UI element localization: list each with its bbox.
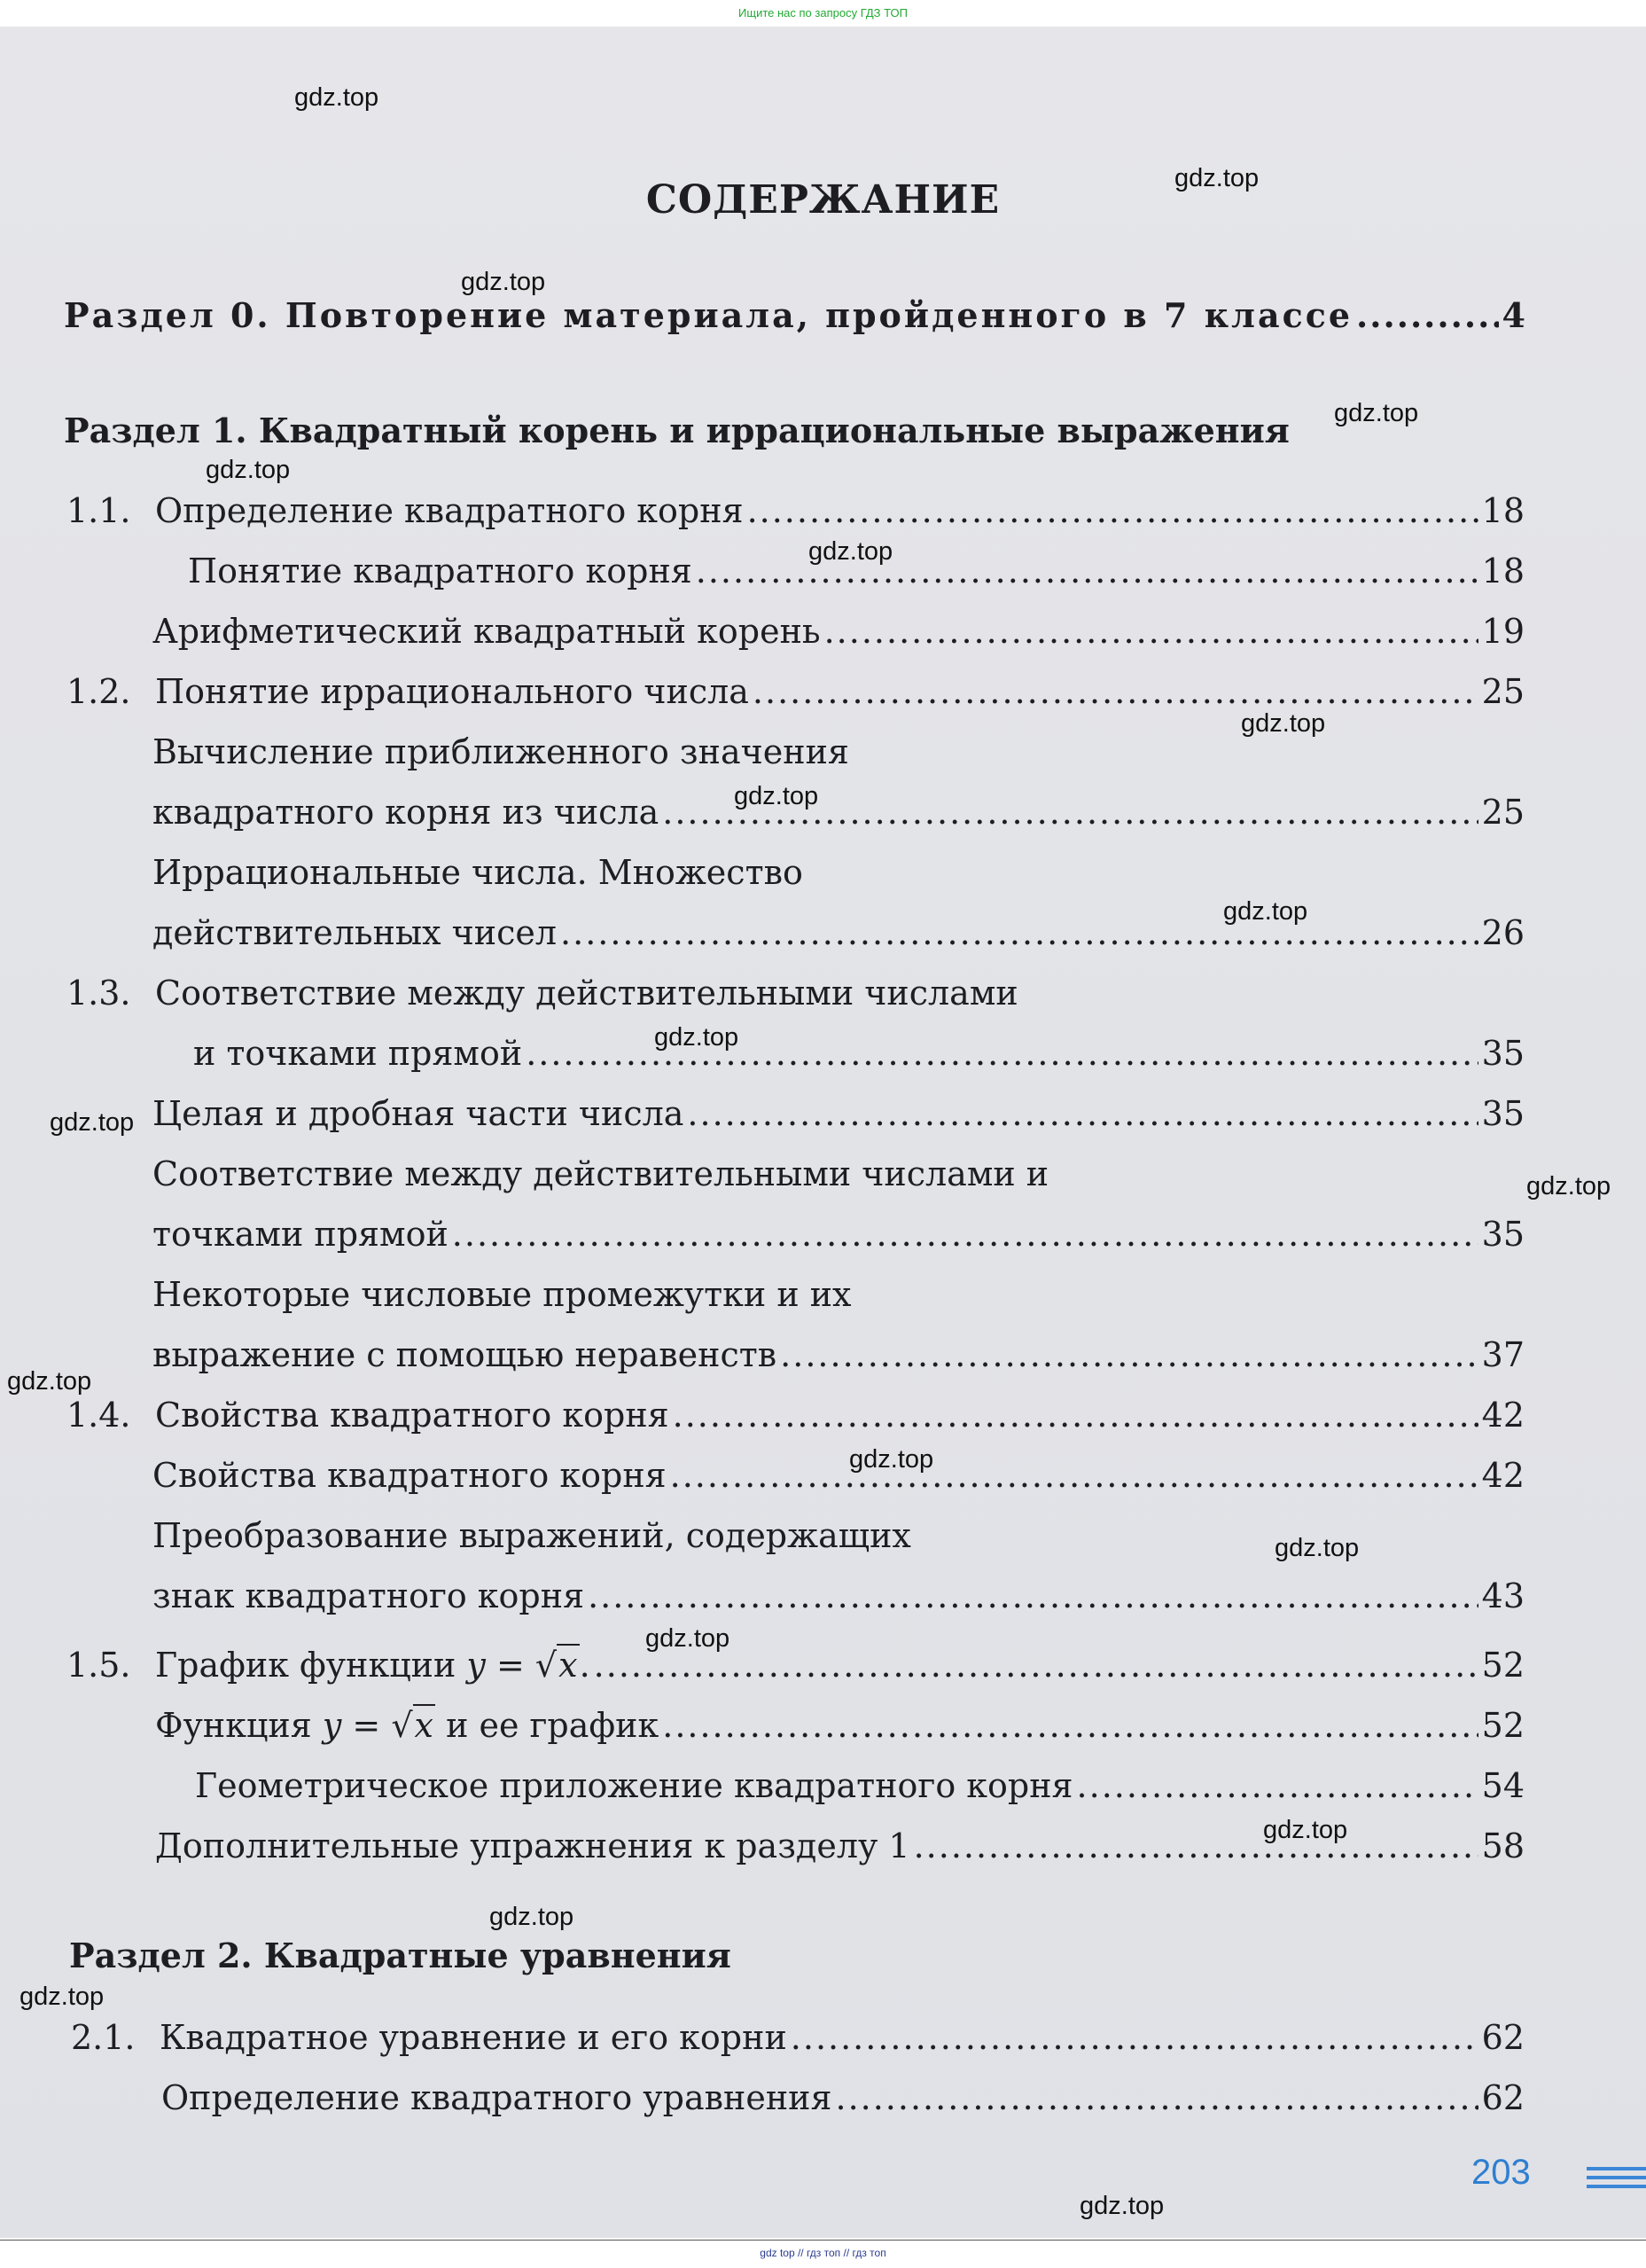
watermark-text: gdz.top — [294, 83, 379, 112]
leader-dots — [824, 608, 1478, 654]
toc-section-2 — [69, 1933, 1399, 1979]
toc-entry-number: 1.1. — [66, 491, 131, 530]
toc-page-number: 25 — [1481, 793, 1525, 832]
toc-entry-text: Целая и дробная части числа — [152, 1094, 684, 1133]
watermark-text: gdz.top — [1526, 1172, 1611, 1200]
bottom-banner-text: gdz top // гдз топ // гдз топ — [760, 2247, 886, 2259]
toc-page-number: 18 — [1481, 551, 1525, 590]
toc-entry-text: Квадратное уравнение и его корни — [160, 2018, 787, 2057]
toc-item — [152, 1332, 1525, 1378]
leader-dots — [452, 1211, 1478, 1257]
toc-item — [152, 1452, 1525, 1498]
toc-entry-number: 1.3. — [66, 974, 131, 1013]
toc-entry-text: Соответствие между действительными числами — [155, 974, 1018, 1013]
toc-page-number: 25 — [1481, 672, 1525, 711]
leader-dots — [780, 1332, 1478, 1378]
watermark-text: gdz.top — [1275, 1534, 1360, 1562]
toc-entry-text: Некоторые числовые промежутки и их — [152, 1275, 852, 1314]
toc-subsection-1-4 — [66, 1392, 1525, 1438]
toc-entry-number: 2.1. — [71, 2018, 136, 2057]
toc-item — [152, 789, 1525, 835]
toc-section-1 — [64, 408, 1393, 454]
square-root-icon: √x — [391, 1706, 433, 1745]
watermark-text: gdz.top — [849, 1445, 934, 1474]
leader-dots — [835, 2075, 1478, 2121]
watermark-text: gdz.top — [461, 268, 546, 296]
watermark-text: gdz.top — [1334, 399, 1419, 427]
toc-item — [152, 1151, 1525, 1197]
toc-page-number: 42 — [1481, 1396, 1525, 1435]
toc-subsection-1-5 — [66, 1642, 1525, 1688]
toc-page-number: 35 — [1481, 1215, 1525, 1254]
watermark-text: gdz.top — [808, 537, 893, 566]
toc-entry-text: выражение с помощью неравенств — [152, 1335, 777, 1374]
toc-entry-number: 1.5. — [66, 1646, 131, 1685]
formula-variable: y — [322, 1706, 342, 1745]
formula: y = √x. — [466, 1646, 589, 1685]
toc-page-number: 42 — [1481, 1456, 1525, 1495]
toc-subsection-2-1 — [71, 2014, 1525, 2061]
decorative-rule — [1587, 2176, 1646, 2179]
page-title: СОДЕРЖАНИЕ — [645, 177, 1001, 223]
leader-dots — [1356, 293, 1499, 339]
toc-item — [195, 1763, 1525, 1809]
toc-entry-text: Арифметический квадратный корень — [152, 612, 821, 651]
watermark-text: gdz.top — [654, 1023, 739, 1052]
toc-entry-text: Раздел 2. Квадратные уравнения — [69, 1936, 731, 1975]
divider — [0, 2240, 1646, 2241]
toc-item — [155, 1702, 1525, 1748]
square-root-icon: √x — [534, 1646, 578, 1685]
toc-entry-text: Понятие иррационального числа — [155, 672, 749, 711]
leader-dots — [914, 1823, 1478, 1869]
leader-dots — [1077, 1763, 1478, 1809]
formula-radicand: x — [414, 1706, 433, 1745]
leader-dots — [687, 1091, 1478, 1137]
toc-entry-text: Функция — [155, 1706, 312, 1745]
toc-page-number: 4 — [1502, 295, 1528, 335]
toc-item — [152, 608, 1525, 654]
formula-equals: = — [352, 1706, 381, 1745]
watermark-text: gdz.top — [50, 1108, 135, 1137]
bottom-banner — [0, 2238, 1646, 2268]
toc-entry-text: действительных чисел — [152, 913, 558, 952]
toc-item — [193, 1030, 1525, 1076]
toc-entry-text: Определение квадратного уравнения — [161, 2078, 832, 2117]
toc-page-number: 18 — [1481, 491, 1525, 530]
toc-entry-text: Определение квадратного корня — [155, 491, 744, 530]
toc-entry-text: Дополнительные упражнения к разделу 1 — [155, 1826, 910, 1865]
toc-entry-text: Раздел 0. Повторение материала, пройденного в 7 классе — [64, 295, 1353, 335]
toc-entry-number: 1.4. — [66, 1396, 131, 1435]
decorative-rule — [1587, 2167, 1646, 2170]
toc-subsection-1-3 — [66, 970, 1525, 1016]
toc-item — [161, 2075, 1525, 2121]
watermark-text: gdz.top — [1263, 1816, 1348, 1844]
watermark-text: gdz.top — [1174, 164, 1260, 192]
watermark-text: gdz.top — [489, 1903, 574, 1931]
toc-page-number: 52 — [1481, 1646, 1525, 1685]
toc-item — [152, 1573, 1525, 1619]
watermark-text: gdz.top — [1080, 2192, 1165, 2220]
toc-page-number: 52 — [1481, 1706, 1525, 1745]
toc-entry-text: Понятие квадратного корня — [188, 551, 692, 590]
toc-entry-text: Свойства квадратного корня — [155, 1396, 669, 1435]
leader-dots — [662, 1702, 1478, 1748]
decorative-rule — [1587, 2185, 1646, 2188]
leader-dots — [588, 1573, 1478, 1619]
toc-entry-number: 1.2. — [66, 672, 131, 711]
formula-equals: = — [495, 1646, 525, 1685]
formula — [323, 1706, 435, 1745]
leader-dots — [791, 2014, 1478, 2061]
toc-page-number: 54 — [1481, 1766, 1525, 1805]
formula-radicand: x — [558, 1646, 578, 1685]
leader-dots — [747, 488, 1478, 534]
toc-section-0 — [64, 293, 1528, 339]
leader-dots — [673, 1392, 1478, 1438]
toc-item — [152, 1091, 1525, 1137]
toc-entry-text: Вычисление приближенного значения — [152, 732, 849, 771]
toc-page-number: 58 — [1481, 1826, 1525, 1865]
toc-page-number: 62 — [1481, 2078, 1525, 2117]
watermark-text: gdz.top — [734, 782, 819, 810]
toc-item — [152, 849, 1525, 895]
leader-dots — [560, 910, 1478, 956]
toc-subsection-1-1 — [66, 488, 1525, 534]
toc-entry-text: Свойства квадратного корня — [152, 1456, 667, 1495]
toc-item — [152, 1211, 1525, 1257]
toc-item — [152, 910, 1525, 956]
toc-entry-text: Соответствие между действительными числами и — [152, 1154, 1049, 1193]
toc-page-number: 43 — [1481, 1576, 1525, 1615]
toc-page-number: 62 — [1481, 2018, 1525, 2057]
toc-item — [152, 1271, 1525, 1318]
toc-page-number: 35 — [1481, 1094, 1525, 1133]
watermark-text: gdz.top — [206, 456, 291, 484]
toc-page-number: 37 — [1481, 1335, 1525, 1374]
watermark-text: gdz.top — [20, 1983, 105, 2011]
toc-entry-text: и точками прямой — [193, 1034, 523, 1073]
toc-entry-text: точками прямой — [152, 1215, 449, 1254]
formula-variable: y — [466, 1646, 486, 1685]
toc-entry-text: квадратного корня из числа — [152, 793, 659, 832]
toc-entry-text: График функции — [155, 1646, 456, 1685]
toc-entry-text: Геометрическое приложение квадратного корня — [195, 1766, 1073, 1805]
toc-entry-text: Иррациональные числа. Множество — [152, 853, 803, 892]
watermark-text: gdz.top — [7, 1367, 92, 1396]
toc-entry-text: Преобразование выражений, содержащих — [152, 1516, 911, 1555]
toc-page-number: 26 — [1481, 913, 1525, 952]
watermark-text: gdz.top — [1223, 897, 1308, 926]
top-banner: Ищите нас по запросу ГДЗ ТОП — [0, 0, 1646, 27]
toc-entry-text: знак квадратного корня — [152, 1576, 585, 1615]
watermark-text: gdz.top — [645, 1624, 730, 1653]
leader-dots — [753, 669, 1478, 715]
watermark-text: gdz.top — [1241, 709, 1326, 738]
toc-page-number: 35 — [1481, 1034, 1525, 1073]
page-number: 203 — [1471, 2153, 1531, 2192]
toc-entry-text-after: и ее график — [446, 1706, 659, 1745]
toc-entry-text: Раздел 1. Квадратный корень и иррациональные выражения — [64, 411, 1290, 450]
toc-subsection-1-2 — [66, 669, 1525, 715]
leader-dots — [670, 1452, 1478, 1498]
toc-page-number: 19 — [1481, 612, 1525, 651]
